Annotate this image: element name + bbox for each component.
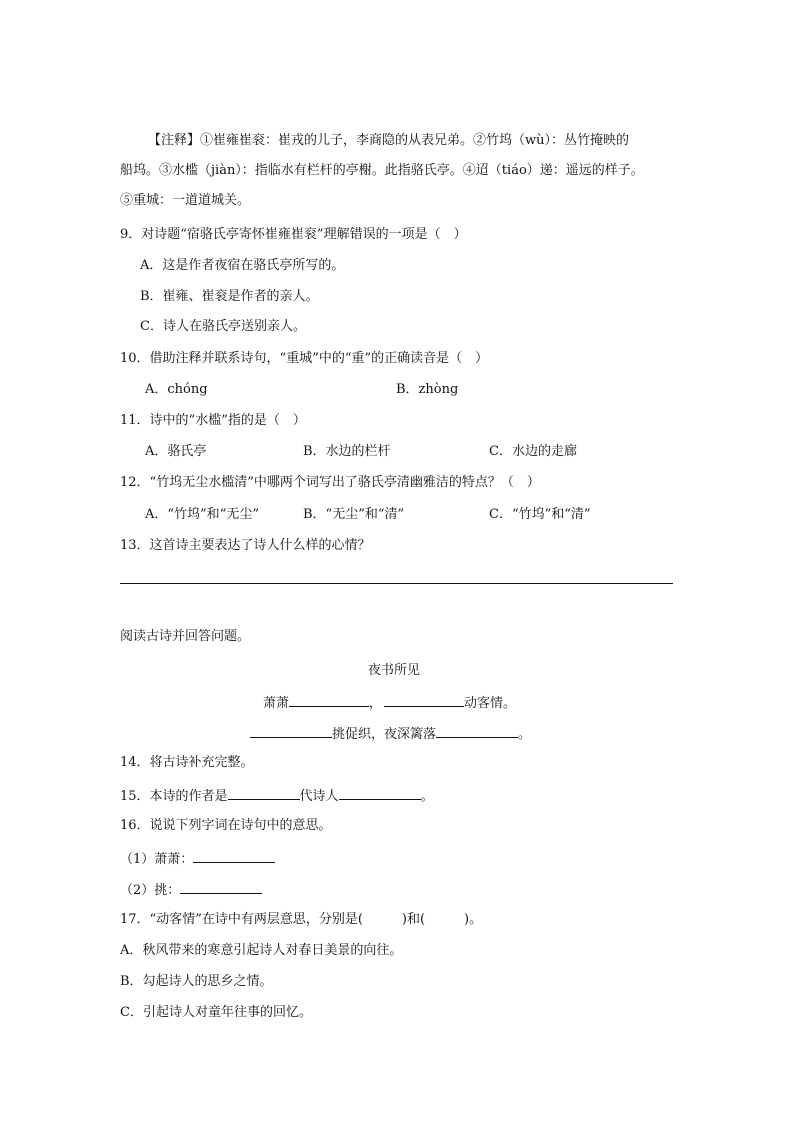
q15-pre: 15．本诗的作者是 [120, 789, 228, 804]
q16-stem: 16．说说下列字词在诗句中的意思。 [120, 818, 332, 833]
q16-item-1 [120, 848, 275, 869]
poem-line2-mid: 挑促织，夜深篱落 [332, 727, 437, 742]
q15-post: 。 [420, 789, 434, 804]
poem-line1-end: 动客情。 [464, 696, 517, 711]
q11-stem: 11．诗中的“水槛”指的是（ ） [120, 413, 306, 428]
q17-option-c[interactable]: C．引起诗人对童年往事的回忆。 [120, 1005, 312, 1020]
q17-stem: 17．“动客情”在诗中有两层意思，分别是( )和( )。 [120, 912, 483, 927]
q10-stem: 10．借助注释并联系诗句，“重城”中的“重”的正确读音是（ ） [120, 351, 489, 366]
q15-blank-dynasty[interactable] [228, 785, 300, 800]
poem-line-1 [263, 692, 516, 713]
q11-option-a[interactable]: A．骆氏亭 [145, 444, 207, 459]
q17-option-a[interactable]: A．秋风带来的寒意引起诗人对春日美景的向往。 [120, 943, 403, 958]
q10-option-a[interactable]: A．chóng [145, 382, 208, 397]
poem-blank-3[interactable] [250, 723, 332, 738]
q16-blank-1[interactable] [193, 848, 275, 863]
q9-option-b[interactable]: B．崔雍、崔衮是作者的亲人。 [140, 289, 319, 304]
poem-blank-4[interactable] [436, 723, 518, 738]
poem-line1-start: 萧萧 [263, 696, 290, 711]
q9-option-a[interactable]: A．这是作者夜宿在骆氏亭所写的。 [140, 258, 345, 273]
q13-answer-line[interactable] [120, 583, 673, 584]
q16-item2-label: （2）挑： [120, 883, 181, 898]
poem-blank-1[interactable] [289, 692, 369, 707]
q16-item1-label: （1）萧萧： [120, 852, 194, 867]
q15-mid: 代诗人 [299, 789, 339, 804]
q12-option-a[interactable]: A．“竹坞”和“无尘” [145, 507, 259, 522]
poem-blank-2[interactable] [384, 692, 464, 707]
q14-stem: 14．将古诗补充完整。 [120, 755, 254, 770]
poem-line2-end: 。 [518, 727, 532, 742]
poem-line1-sep: ， [369, 696, 383, 711]
note-line-3: ⑤重城：一道道城关。 [120, 193, 251, 208]
q12-option-b[interactable]: B．“无尘”和“清” [303, 507, 405, 522]
q9-option-c[interactable]: C．诗人在骆氏亭送别亲人。 [140, 319, 306, 334]
note-line-1: 【注释】①崔雍崔衮：崔戎的儿子，李商隐的从表兄弟。②竹坞（wù）：丛竹掩映的 [148, 133, 630, 148]
reading-intro: 阅读古诗并回答问题。 [120, 629, 251, 644]
q15-stem [120, 785, 434, 806]
q16-blank-2[interactable] [180, 879, 262, 894]
q13-stem: 13．这首诗主要表达了诗人什么样的心情？ [120, 538, 371, 553]
q12-option-c[interactable]: C．“竹坞”和“清” [489, 507, 591, 522]
q17-option-b[interactable]: B．勾起诗人的思乡之情。 [120, 974, 273, 989]
q16-item-2 [120, 879, 262, 900]
q15-blank-poet[interactable] [339, 785, 421, 800]
q11-option-c[interactable]: C．水边的走廊 [489, 444, 577, 459]
poem-title: 夜书所见 [368, 663, 421, 678]
q11-option-b[interactable]: B．水边的栏杆 [303, 444, 391, 459]
q12-stem: 12．“竹坞无尘水槛清”中哪两个词写出了骆氏亭清幽雅洁的特点？（ ） [120, 475, 540, 490]
q9-stem: 9．对诗题“宿骆氏亭寄怀崔雍崔衮”理解错误的一项是（ ） [120, 227, 467, 242]
poem-line-2 [250, 723, 531, 744]
note-line-2: 船坞。③水槛（jiàn）：指临水有栏杆的亭榭。此指骆氏亭。④迢（tiáo）递：遥远的样子。 [120, 163, 644, 178]
q10-option-b[interactable]: B．zhòng [396, 382, 459, 397]
